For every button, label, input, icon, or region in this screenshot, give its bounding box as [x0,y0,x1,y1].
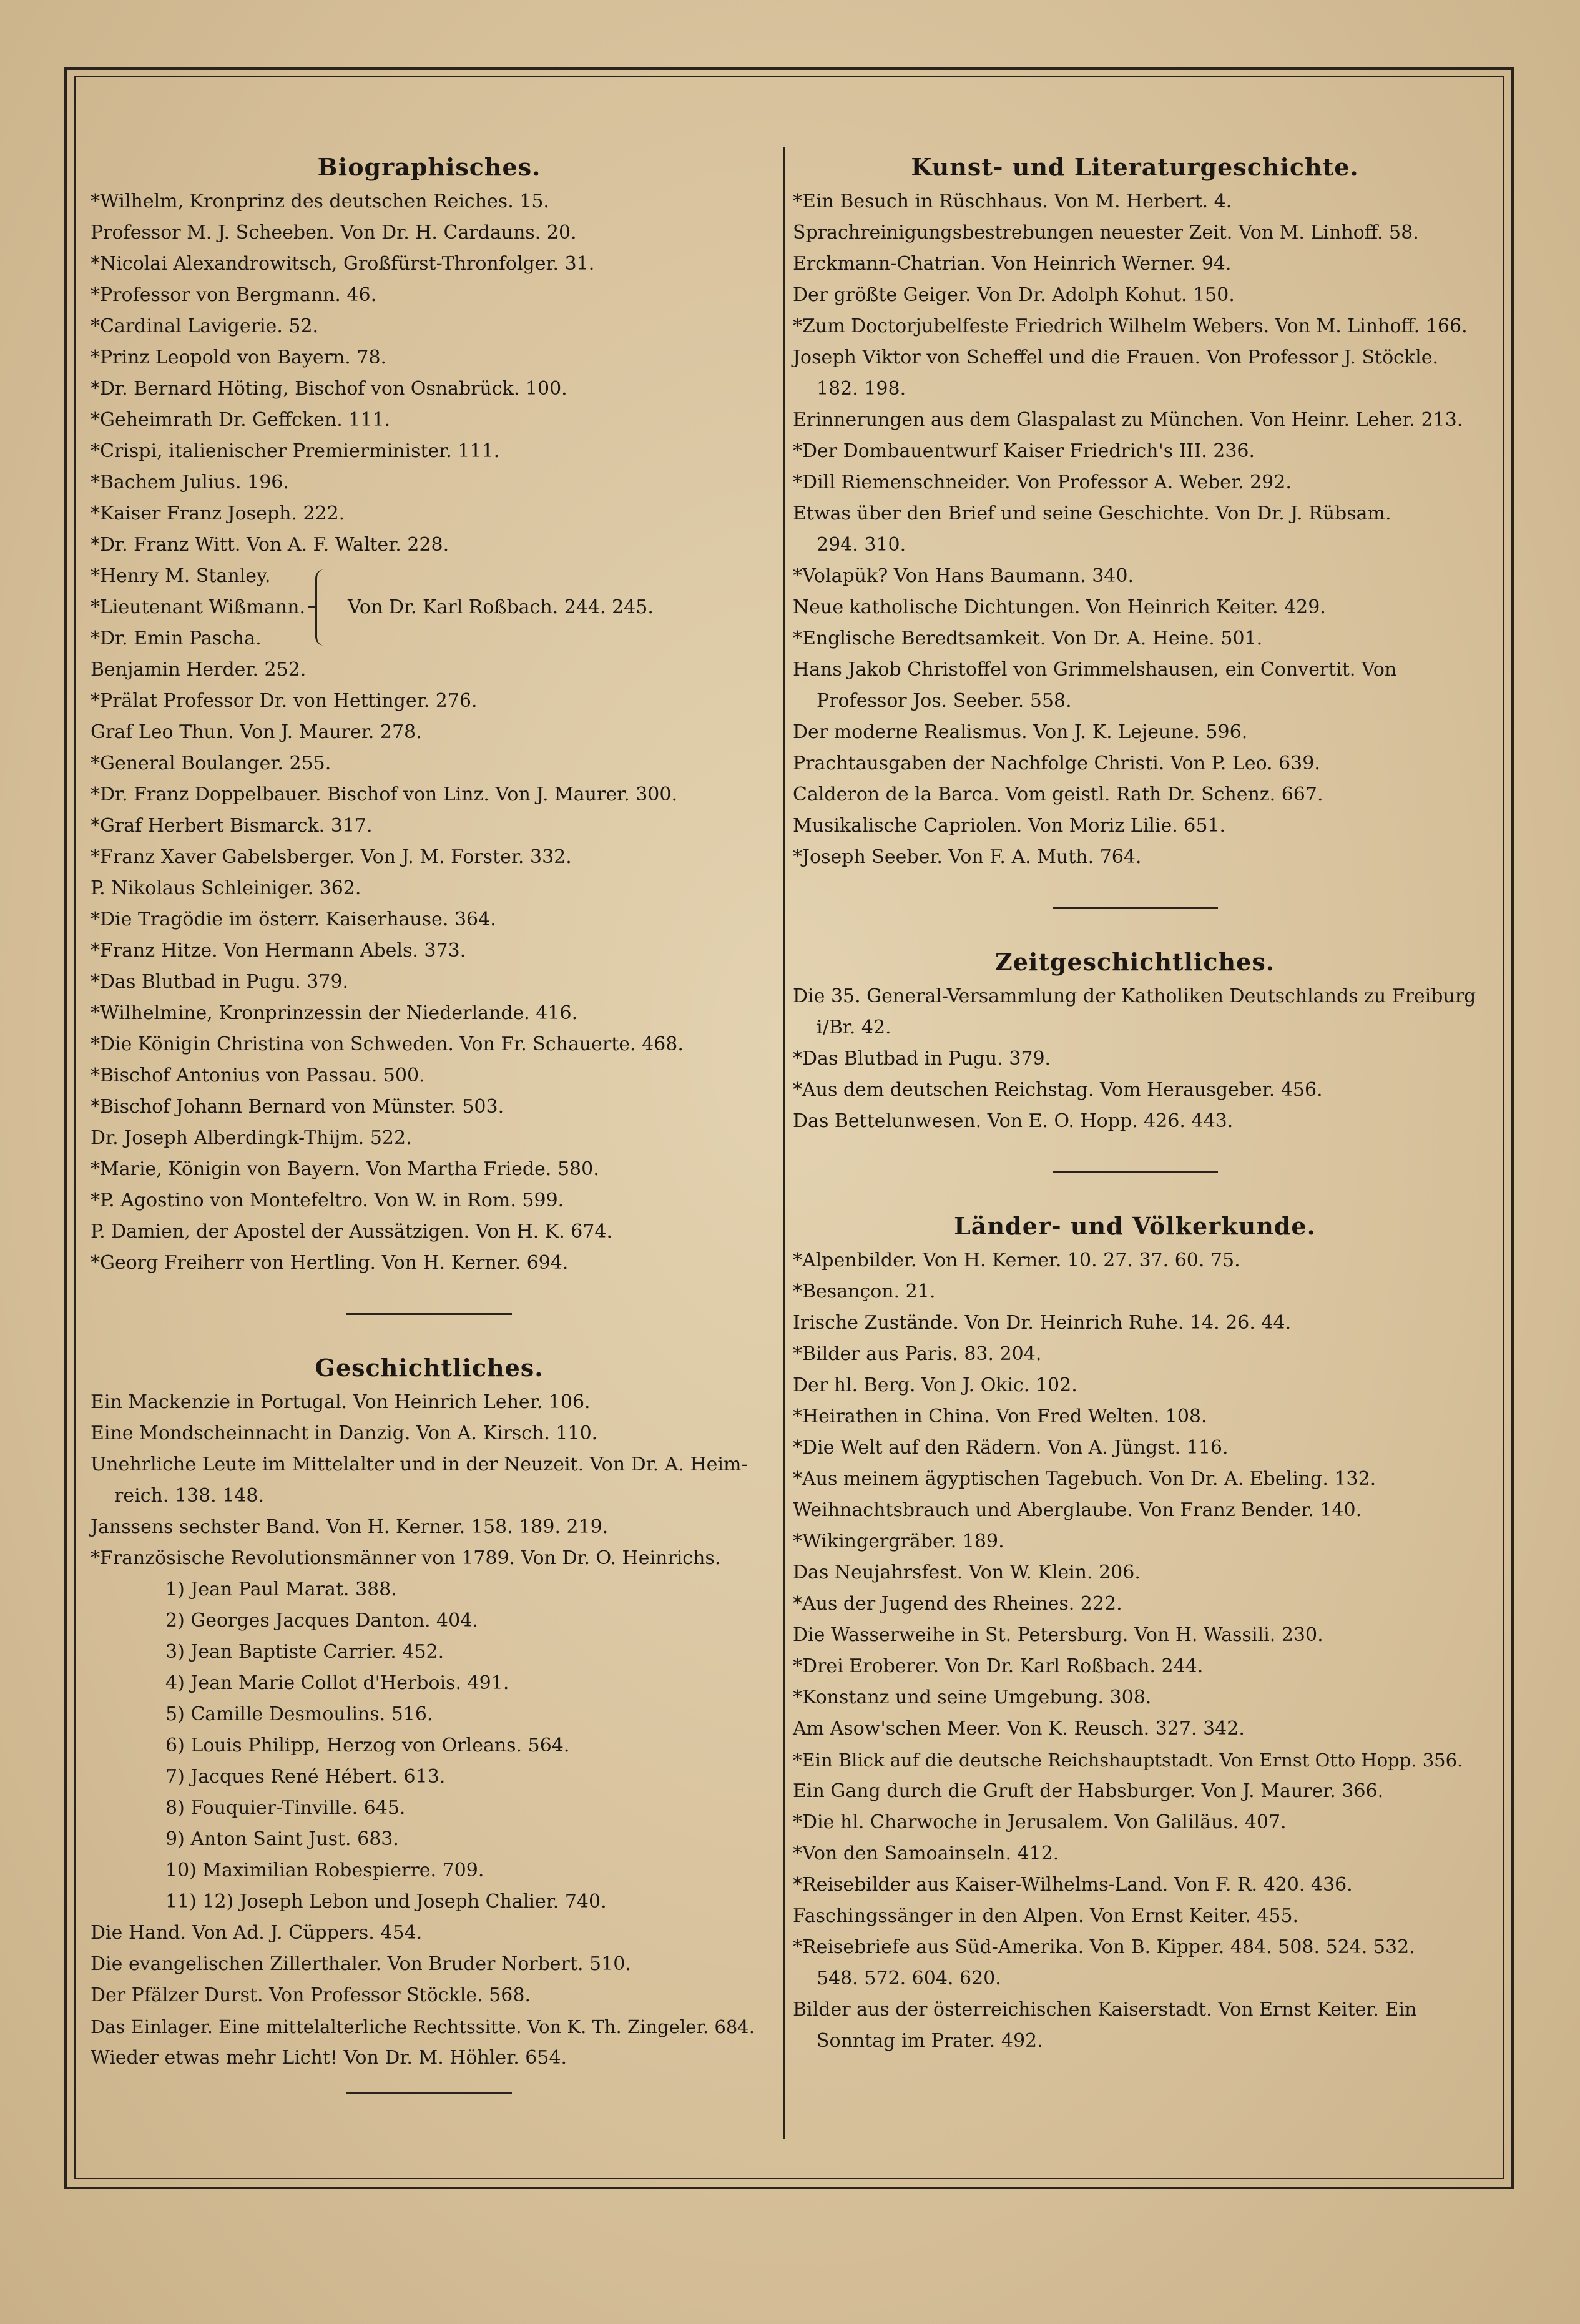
list-entry: Sprachreinigungsbestrebungen neuester Zeit. Von M. Linhoff. 58. [793,222,1419,244]
list-entry: *Alpenbilder. Von H. Kerner. 10. 27. 37. 60. 75. [793,1249,1240,1271]
list-entry: *Die Königin Christina von Schweden. Von Fr. Schauerte. 468. [91,1033,684,1055]
list-entry: Prachtausgaben der Nachfolge Christi. Von P. Leo. 639. [793,752,1320,774]
list-entry: *Wikingergräber. 189. [793,1530,1004,1552]
left-column [91,149,768,2094]
entry-continuation: reich. 138. 148. [114,1485,265,1507]
list-entry: *Professor von Bergmann. 46. [91,284,377,306]
list-entry: *Der Dombauentwurf Kaiser Friedrich's III. 236. [793,440,1255,462]
list-entry: *Die Tragödie im österr. Kaiserhause. 364. [91,908,496,930]
list-entry: 3) Jean Baptiste Carrier. 452. [165,1641,444,1663]
list-entry: *Franz Xaver Gabelsberger. Von J. M. Forster. 332. [91,846,572,868]
list-entry: *Drei Eroberer. Von Dr. Karl Roßbach. 244. [793,1655,1204,1677]
list-entry: *Ein Blick auf die deutsche Reichshauptstadt. Von Ernst Otto Hopp. 356. [793,1750,1463,1771]
list-entry: Neue katholische Dichtungen. Von Heinrich Keiter. 429. [793,596,1326,618]
list-entry: *Zum Doctorjubelfeste Friedrich Wilhelm Webers. Von M. Linhoff. 166. [793,315,1468,337]
list-entry: *Cardinal Lavigerie. 52. [91,315,319,337]
list-entry: 5) Camille Desmoulins. 516. [165,1703,433,1725]
list-entry: 10) Maximilian Robespierre. 709. [165,1859,484,1881]
list-entry: *Reisebriefe aus Süd-Amerika. Von B. Kipper. 484. 508. 524. 532. [793,1936,1415,1958]
list-entry: *Marie, Königin von Bayern. Von Martha Friede. 580. [91,1158,599,1180]
entry-continuation: 294. 310. [817,534,906,556]
section-end-rule [346,2092,512,2094]
list-entry: *Von den Samoainseln. 412. [793,1843,1059,1864]
list-entry: *Kaiser Franz Joseph. 222. [91,503,345,524]
list-entry: Faschingssänger in den Alpen. Von Ernst Keiter. 455. [793,1905,1299,1927]
list-entry: *Prinz Leopold von Bayern. 78. [91,347,387,368]
entry-continuation: i/Br. 42. [817,1017,891,1038]
list-entry: 1) Jean Paul Marat. 388. [165,1578,397,1600]
list-entry: Ein Gang durch die Gruft der Habsburger. Von J. Maurer. 366. [793,1780,1384,1802]
list-entry: Der Pfälzer Durst. Von Professor Stöckle. 568. [91,1984,531,2006]
section-title-kunst: Kunst- und Literaturgeschichte. [911,153,1359,181]
list-entry: *Wilhelmine, Kronprinzessin der Niederlande. 416. [91,1002,578,1024]
list-entry: Am Asow'schen Meer. Von K. Reusch. 327. 342. [793,1718,1245,1740]
list-entry: Irische Zustände. Von Dr. Heinrich Ruhe. 14. 26. 44. [793,1312,1292,1334]
list-entry: Die evangelischen Zillerthaler. Von Bruder Norbert. 510. [91,1953,631,1975]
curly-brace [315,569,333,646]
laender-entries [793,1245,1477,1963]
list-entry: *General Boulanger. 255. [91,752,331,774]
biographisches-entries-continued [91,654,768,1279]
biographisches-entries [91,186,768,561]
entry-continuation: Sonntag im Prater. 492. [817,2030,1043,2052]
list-entry: P. Nikolaus Schleiniger. 362. [91,877,361,899]
bracketed-names [91,561,305,654]
list-entry: Eine Mondscheinnacht in Danzig. Von A. Kirsch. 110. [91,1422,598,1444]
list-entry: *Englische Beredtsamkeit. Von Dr. A. Heine. 501. [793,628,1263,649]
list-entry: *Bilder aus Paris. 83. 204. [793,1343,1042,1365]
list-entry: *P. Agostino von Montefeltro. Von W. in Rom. 599. [91,1189,564,1211]
list-entry: Wieder etwas mehr Licht! Von Dr. M. Höhler. 654. [91,2047,567,2069]
list-entry: 2) Georges Jacques Danton. 404. [165,1610,478,1632]
list-entry: Die 35. General-Versammlung der Katholiken Deutschlands zu Freiburg [793,985,1476,1007]
entry-continuation: Professor Jos. Seeber. 558. [817,690,1072,712]
list-entry: *Aus dem deutschen Reichstag. Vom Herausgeber. 456. [793,1079,1323,1101]
list-entry: Der hl. Berg. Von J. Okic. 102. [793,1374,1077,1396]
section-title-zeitgeschichtliches: Zeitgeschichtliches. [994,948,1275,976]
kunst-entries-b [793,405,1477,529]
geschichtliches-entries-c [91,1918,768,2074]
list-entry: Weihnachtsbrauch und Aberglaube. Von Franz Bender. 140. [793,1499,1362,1521]
list-entry: Das Neujahrsfest. Von W. Klein. 206. [793,1562,1141,1583]
list-entry: Graf Leo Thun. Von J. Maurer. 278. [91,721,422,743]
list-entry: *Wilhelm, Kronprinz des deutschen Reiches. 15. [91,190,549,212]
list-entry: Etwas über den Brief und seine Geschichte. Von Dr. J. Rübsam. [793,503,1391,524]
laender-entries-b [793,1994,1477,2026]
geschichtliches-entries-b [91,1512,768,1574]
geschichtliches-entries [91,1387,768,1480]
list-entry: Der moderne Realismus. Von J. K. Lejeune. 596. [793,721,1248,743]
section-title-biographisches: Biographisches. [317,153,541,181]
list-entry: 11) 12) Joseph Lebon und Joseph Chalier. 740. [165,1891,607,1913]
list-entry: Die Wasserweihe in St. Petersburg. Von H. Wassili. 230. [793,1624,1323,1646]
list-entry: *Georg Freiherr von Hertling. Von H. Kerner. 694. [91,1252,569,1274]
list-entry: *Dr. Franz Witt. Von A. F. Walter. 228. [91,534,449,556]
list-entry: *Ein Besuch in Rüschhaus. Von M. Herbert. 4. [793,190,1232,212]
bracketed-author: Von Dr. Karl Roßbach. 244. 245. [348,596,654,618]
list-entry: *Henry M. Stanley. [91,565,271,587]
list-entry: Calderon de la Barca. Vom geistl. Rath Dr. Schenz. 667. [793,784,1323,805]
right-column [793,149,1477,2057]
list-entry: *Bischof Antonius von Passau. 500. [91,1065,425,1086]
list-entry: *Bachem Julius. 196. [91,471,289,493]
list-entry: Das Bettelunwesen. Von E. O. Hopp. 426. 443. [793,1110,1234,1132]
list-entry: *Das Blutbad in Pugu. 379. [793,1048,1051,1070]
list-entry: *Nicolai Alexandrowitsch, Großfürst-Thronfolger. 31. [91,253,595,275]
entry-continuation: 182. 198. [817,378,906,400]
list-entry: *Aus der Jugend des Rheines. 222. [793,1593,1122,1615]
list-entry: Unehrliche Leute im Mittelalter und in der Neuzeit. Von Dr. A. Heim- [91,1454,748,1475]
list-entry: *Geheimrath Dr. Geffcken. 111. [91,409,391,431]
list-entry: 7) Jacques René Hébert. 613. [165,1766,446,1788]
list-entry: *Dr. Emin Pascha. [91,628,262,649]
list-entry: *Joseph Seeber. Von F. A. Muth. 764. [793,846,1142,868]
entry-continuation: 548. 572. 604. 620. [817,1967,1001,1989]
list-entry: 9) Anton Saint Just. 683. [165,1828,399,1850]
list-entry: *Crispi, italienischer Premierminister. 111. [91,440,500,462]
list-entry: *Die Welt auf den Rädern. Von A. Jüngst. 116. [793,1437,1229,1459]
list-entry: *Franz Hitze. Von Hermann Abels. 373. [91,940,466,962]
list-entry: *Heirathen in China. Von Fred Welten. 108. [793,1406,1207,1427]
section-title-laender: Länder- und Völkerkunde. [954,1212,1316,1240]
list-entry: *Aus meinem ägyptischen Tagebuch. Von Dr. A. Ebeling. 132. [793,1468,1376,1490]
list-entry: Erckmann-Chatrian. Von Heinrich Werner. 94. [793,253,1232,275]
section-title-geschichtliches: Geschichtliches. [315,1354,544,1382]
list-entry: 8) Fouquier-Tinville. 645. [165,1797,406,1819]
list-entry: Ein Mackenzie in Portugal. Von Heinrich Leher. 106. [91,1391,591,1413]
list-entry: *Prälat Professor Dr. von Hettinger. 276. [91,690,478,712]
zeit-entries-b [793,1043,1477,1137]
list-entry: Professor M. J. Scheeben. Von Dr. H. Cardauns. 20. [91,222,577,244]
list-entry: *Bischof Johann Bernard von Münster. 503. [91,1096,504,1118]
kunst-entries [793,186,1477,373]
column-divider [783,147,785,2139]
list-entry: *Dr. Bernard Höting, Bischof von Osnabrück. 100. [91,378,567,400]
list-entry: Joseph Viktor von Scheffel und die Frauen. Von Professor J. Stöckle. [793,347,1438,368]
list-entry: P. Damien, der Apostel der Aussätzigen. Von H. K. 674. [91,1221,613,1243]
list-entry: *Volapük? Von Hans Baumann. 340. [793,565,1134,587]
kunst-entries-c [793,561,1477,686]
list-entry: Die Hand. Von Ad. J. Cüppers. 454. [91,1922,423,1944]
list-entry: 4) Jean Marie Collot d'Herbois. 491. [165,1672,509,1694]
kunst-entries-d [793,717,1477,873]
list-entry: Das Einlager. Eine mittelalterliche Rechtssitte. Von K. Th. Zingeler. 684. [91,2016,755,2037]
zeit-entries [793,981,1477,1012]
list-entry: Janssens sechster Band. Von H. Kerner. 158. 189. 219. [91,1516,609,1538]
revolution-subentries [91,1574,768,1918]
list-entry: *Graf Herbert Bismarck. 317. [91,815,373,837]
list-entry: *Die hl. Charwoche in Jerusalem. Von Galiläus. 407. [793,1811,1287,1833]
list-entry: Bilder aus der österreichischen Kaiserstadt. Von Ernst Keiter. Ein [793,1999,1417,2021]
list-entry: *Konstanz und seine Umgebung. 308. [793,1686,1152,1708]
list-entry: Hans Jakob Christoffel von Grimmelshausen, ein Convertit. Von [793,659,1397,681]
list-entry: 6) Louis Philipp, Herzog von Orleans. 564. [165,1735,570,1756]
list-entry: *Besançon. 21. [793,1281,936,1302]
list-entry: Der größte Geiger. Von Dr. Adolph Kohut. 150. [793,284,1235,306]
list-entry: Erinnerungen aus dem Glaspalast zu München. Von Heinr. Leher. 213. [793,409,1463,431]
list-entry: *Französische Revolutionsmänner von 1789. Von Dr. O. Heinrichs. [91,1547,721,1569]
list-entry: *Dill Riemenschneider. Von Professor A. Weber. 292. [793,471,1292,493]
list-entry: Benjamin Herder. 252. [91,659,307,681]
list-entry: *Lieutenant Wißmann. [91,596,305,618]
bracketed-entry-group [91,561,768,654]
list-entry: Dr. Joseph Alberdingk-Thijm. 522. [91,1127,412,1149]
list-entry: *Das Blutbad in Pugu. 379. [91,971,349,993]
list-entry: Musikalische Capriolen. Von Moriz Lilie. 651. [793,815,1226,837]
list-entry: *Dr. Franz Doppelbauer. Bischof von Linz. Von J. Maurer. 300. [91,784,678,805]
list-entry: *Reisebilder aus Kaiser-Wilhelms-Land. Von F. R. 420. 436. [793,1874,1353,1896]
